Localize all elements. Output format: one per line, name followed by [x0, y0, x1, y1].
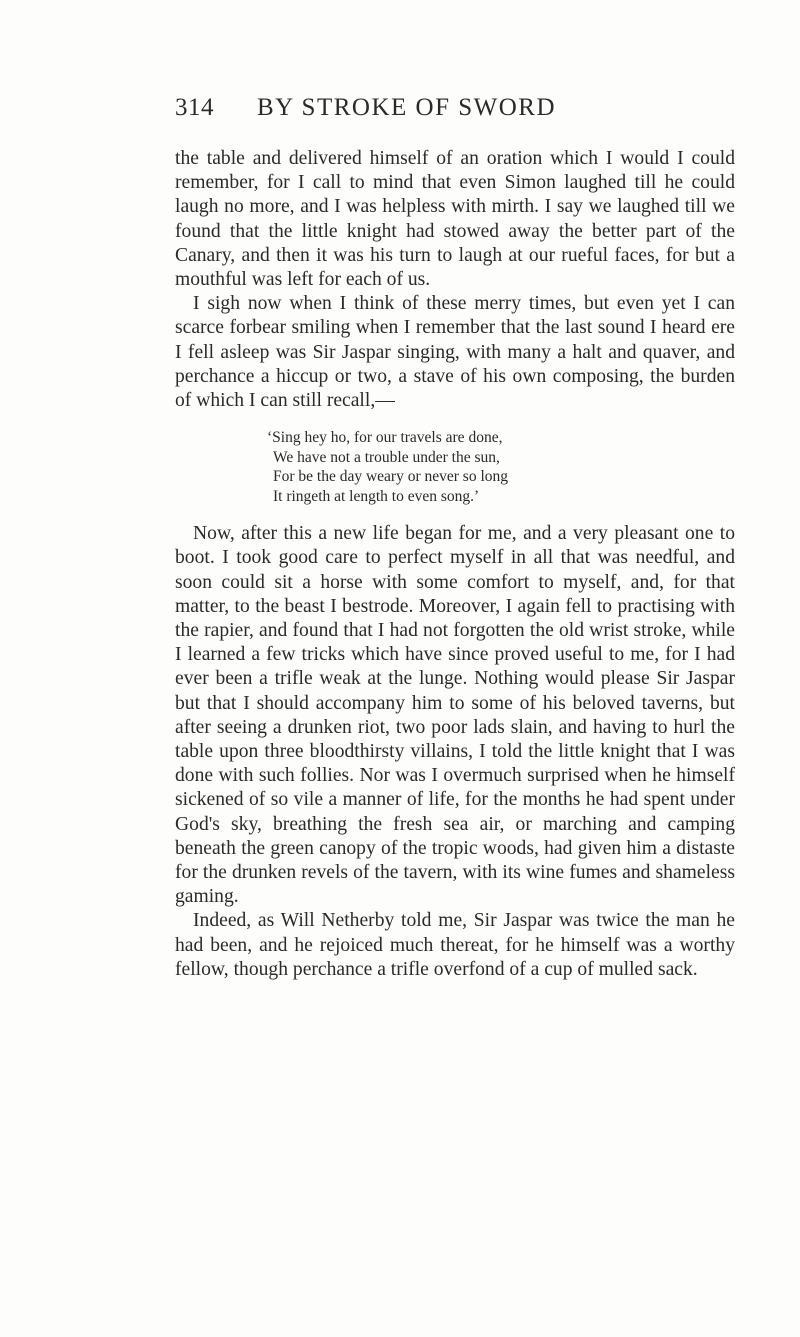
verse-line-4: It ringeth at length to even song.’ — [273, 487, 480, 505]
page-number: 314 — [175, 94, 214, 121]
running-head — [175, 94, 735, 134]
paragraph-1: the table and delivered himself of an oration which I would I could remember, for I call to mind that even Simon laughed till he could laugh no more, and I was helpless with mirth. I say we laughed till we found that the little knight had stowed away the better part of the Canary, and then it was his turn to laugh at our rueful faces, for but a mouthful was left for each of us. — [175, 148, 735, 291]
paragraph-2: I sigh now when I think of these merry times, but even yet I can scarce forbear smiling when I remember that the last sound I heard ere I fell asleep was Sir Jaspar singing, with many a halt and quaver, and perchance a hiccup or two, a stave of his own composing, the burden of which I can still recall,— — [175, 293, 735, 412]
verse-line-1: ‘Sing hey ho, for our travels are done, — [267, 429, 503, 447]
paragraph-3: Now, after this a new life began for me, and a very pleasant one to boot. I took good care to perfect myself in all that was needful, and soon could sit a horse with some comfort to myself, and, for that matter, to the beast I bestrode. Moreover, I again fell to practising with the rapier, and found that I had not forgotten the old wrist stroke, while I learned a few tricks which have since proved useful to me, for I had ever been a trifle weak at the lunge. Nothing would please Sir Jaspar but that I should accompany him to some of his beloved taverns, but after seeing a drunken riot, two poor lads slain, and having to hurl the table upon three bloodthirsty villains, I told the little knight that I was done with such follies. Nor was I overmuch surprised when he himself sickened of so vile a manner of life, for the months he had spent under God's sky, breathing the fresh sea air, or marching and camping beneath the green canopy of the tropic woods, had given him a distaste for the drunken revels of the tavern, with its wine fumes and shameless gaming. — [175, 523, 735, 908]
body-text — [175, 147, 735, 982]
running-head-title: BY STROKE OF SWORD — [257, 94, 557, 121]
verse-line-3: For be the day weary or never so long — [273, 468, 509, 486]
paragraph-4: Indeed, as Will Netherby told me, Sir Jaspar was twice the man he had been, and he rejoiced much thereat, for he himself was a worthy fellow, though perchance a trifle overfond of a cup of mulled sack. — [175, 910, 735, 980]
verse-line-2: We have not a trouble under the sun, — [273, 448, 500, 466]
verse-stanza — [175, 428, 735, 506]
